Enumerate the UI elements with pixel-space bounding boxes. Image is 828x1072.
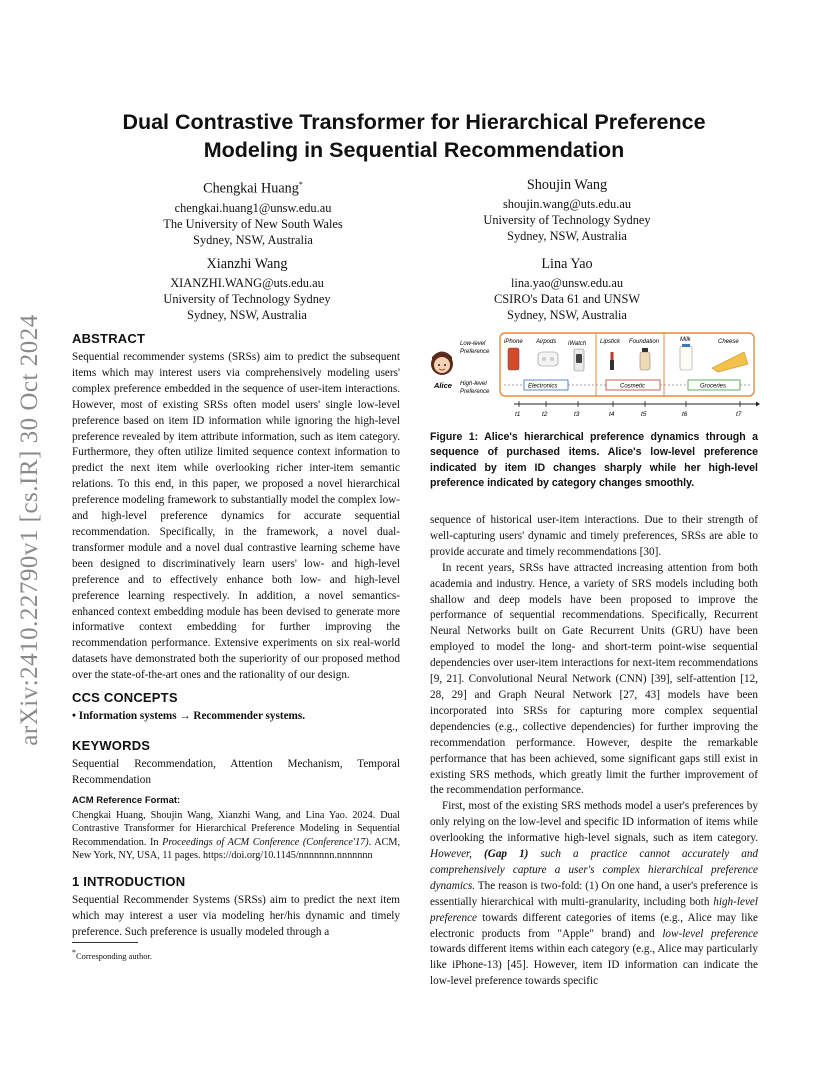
timeline-arrow: [756, 402, 760, 407]
author-name: Chengkai Huang: [203, 180, 299, 197]
cheese-icon: [712, 352, 748, 372]
author-affiliation: University of Technology Sydney: [163, 292, 331, 306]
keywords-text: Sequential Recommendation, Attention Mechanism, Temporal Recommendation: [72, 758, 400, 786]
footnote: [72, 948, 402, 961]
author-name: Shoujin Wang: [526, 177, 608, 193]
acm-reference-authors: Chengkai Huang, Shoujin Wang, Xianzhi Wang, and Lina Yao. 2024. Dual Contrastive Transformer for Hierarchical Preference Modeling in Sequential Recommendation. In: [72, 809, 400, 848]
acm-reference-text: [72, 809, 400, 863]
author-affiliation: University of Technology Sydney: [483, 213, 651, 227]
figure-1-caption: Figure 1: Alice's hierarchical preference dynamics through a sequence of purchased items. Alice's low-level preference indicated by item ID changes sharply while her high-level preference indicated by category changes smoothly.: [430, 431, 758, 490]
author-location: Sydney, NSW, Australia: [507, 229, 627, 243]
category-label-cosmetic: Cosmetic: [620, 383, 646, 390]
low-level-label-1: Low-level: [460, 341, 486, 347]
intro-p3-middle: The reason is two-fold: (1) On one hand, a user's preference is essentially hierarchical with multi-granularity, including both: [430, 879, 758, 908]
user-label: Alice: [434, 381, 452, 390]
author-location: Sydney, NSW, Australia: [193, 232, 313, 247]
item-label-iphone: iPhone: [504, 339, 523, 345]
intro-heading: 1 INTRODUCTION: [72, 874, 186, 889]
acm-reference-heading: ACM Reference Format:: [72, 795, 181, 806]
timestep-label: t4: [609, 411, 615, 418]
intro-left-text: Sequential Recommender Systems (SRSs) aim to predict the next item which may interest a user via modeling her/his dynamic and timely preference. Such preference is usually modeled through a: [72, 894, 400, 938]
intro-p3-start: First, most of the existing SRS methods model a user's preferences by only relying on the low-level and specific ID information of items while overlooking the informative high-level signals, such as item category.: [430, 800, 758, 845]
category-label-electronics: Electronics: [528, 383, 558, 390]
abstract-text: Sequential recommender systems (SRSs) aim to predict the subsequent items which may interest users via comprehensively modeling users' complex preference embedded in the sequence of user-item interactions. However, most of existing SRSs often model users' single low-level preference based on item ID information while ignoring the high-level preference revealed by item attribute information, such as item category. Furthermore, they often utilize limited sequence context information to predict the next item while overlooking richer inter-item semantic relations. To this end, in this paper, we proposed a novel hierarchical preference modeling framework to substantially model the complex low- and high-level preference dynamics for accurate sequential recommendation. Specifically, in the framework, a novel dual-transformer module and a novel dual contrastive learning scheme have been designed to discriminatively learn users' low- and high-level preference and to effectively enhance both low- and high-level preference learning respectively. In addition, a novel semantics-enhanced context embedding module has been devised to generate more informative context embedding for further improving the recommendation performance. Extensive experiments on six real-world datasets have demonstrated both the superiority of our proposed method over the state-of-the-art ones and the rationality of our design.: [72, 351, 400, 682]
arxiv-identifier-text: arXiv:2410.22790v1 [cs.IR] 30 Oct 2024: [16, 314, 43, 746]
intro-left-body: [72, 893, 400, 941]
item-label-foundation: Foundation: [629, 339, 660, 345]
high-level-label-1: High-level: [460, 381, 487, 387]
figure-1-illustration: [426, 330, 760, 422]
timestep-label: t2: [542, 411, 548, 418]
acm-reference-doi[interactable]: . ACM, New York, NY, USA, 11 pages. https://doi.org/10.1145/nnnnnnn.nnnnnnn: [72, 836, 400, 862]
high-level-label-2: Preference: [460, 389, 490, 395]
milk-icon: [680, 344, 692, 370]
intro-right-body: [430, 513, 758, 990]
author-email[interactable]: lina.yao@unsw.edu.au: [510, 276, 624, 290]
acm-reference-venue: Proceedings of ACM Conference (Conference'17): [162, 836, 369, 848]
lipstick-icon: [610, 352, 614, 370]
airpods-icon: [538, 352, 558, 366]
ccs-heading: CCS CONCEPTS: [72, 690, 178, 705]
timestep-label: t7: [736, 411, 742, 418]
intro-paragraph-1: sequence of historical user-item interactions. Due to their strength of well-capturing users' dynamic and timely preferences, SRSs are able to provide accurate and timely recommendations [30].: [430, 514, 758, 558]
author-block-2: [437, 176, 697, 244]
footnote-rule: [72, 942, 138, 943]
iwatch-icon: [574, 349, 584, 371]
timestep-label: t3: [574, 411, 580, 418]
keywords-heading: KEYWORDS: [72, 738, 151, 753]
iphone-icon: [508, 348, 519, 370]
intro-p3-however: However,: [430, 848, 485, 861]
item-label-cheese: Cheese: [718, 339, 739, 345]
author-location: Sydney, NSW, Australia: [187, 308, 307, 322]
author-location: Sydney, NSW, Australia: [507, 308, 627, 322]
intro-p3-end: towards different items within each category (e.g., Alice may particularly like iPhone-13) [45]. However, item ID information can indicate the low-level preference towards specific: [430, 943, 758, 988]
ccs-text: • Information systems → Recommender systems.: [72, 710, 306, 722]
author-name: Xianzhi Wang: [206, 256, 288, 272]
figure-1: [426, 330, 760, 422]
timestep-label: t1: [515, 411, 521, 418]
item-label-lipstick: Lipstick: [600, 339, 621, 345]
author-email[interactable]: chengkai.huang1@unsw.edu.au: [174, 200, 332, 215]
author-affiliation: The University of New South Wales: [163, 216, 343, 231]
paper-title: [80, 108, 748, 164]
keywords-body: [72, 757, 400, 789]
acm-reference: [72, 794, 400, 863]
title-line-2: Modeling in Sequential Recommendation: [203, 138, 625, 162]
item-label-milk: Milk: [680, 337, 691, 343]
author-email[interactable]: shoujin.wang@uts.edu.au: [502, 197, 632, 211]
intro-p3-high-level: high-level preference: [430, 895, 758, 924]
intro-p3-gap-label: (Gap 1): [484, 848, 529, 861]
author-block-4: [437, 255, 697, 323]
footnote-mark: *: [72, 948, 76, 957]
low-level-label-2: Preference: [460, 349, 490, 355]
intro-paragraph-3: [430, 799, 758, 990]
abstract-body: [72, 350, 400, 684]
author-affiliation: CSIRO's Data 61 and UNSW: [493, 292, 641, 306]
author-block-1: [123, 176, 383, 248]
author-email[interactable]: XIANZHI.WANG@uts.edu.au: [170, 276, 324, 290]
abstract-heading: ABSTRACT: [72, 331, 146, 346]
corresponding-mark: *: [298, 180, 303, 189]
footnote-text: Corresponding author.: [76, 950, 153, 961]
intro-p3-low-level: low-level preference: [662, 927, 758, 940]
author-block-3: [117, 255, 377, 323]
foundation-icon: [640, 348, 650, 370]
category-label-groceries: Groceries: [700, 383, 727, 390]
intro-p3-gap-text: such a practice cannot accurately and comprehensively capture a user's complex hierarchical preference dynamics.: [430, 848, 759, 892]
ccs-concepts: [72, 710, 305, 722]
author-name: Lina Yao: [541, 256, 593, 272]
intro-p3-example: towards different categories of items (e.g., Alice may like electronic products from "Apple" brand) and: [430, 911, 758, 940]
item-label-airpods: Airpods: [536, 339, 557, 345]
intro-paragraph-2: In recent years, SRSs have attracted increasing attention from both academia and industry. Hence, a variety of SRS models including both shallow and deep models have been proposed to improve the performance of sequential recommendations. Specifically, Recurrent Neural Networks built on Gate Recurrent Units (GRU) have been employed to model the long- and short-term point-wise sequential dependencies over user-item interactions for next-item recommendations [9, 21]. Convolutional Neural Network (CNN) [39], self-attention [12, 28, 29] and Graph Neural Network [27, 43] models have been incorporated into SRSs for capturing more complex sequential dependencies (e.g., collective dependencies) for further improving the recommendation performance. However, despite the remarkable performance that has been achieved, some significant gaps still exist in existing SRS methods, which greatly limit the further improvement of the recommendation performance.: [430, 561, 758, 797]
timestep-label: t5: [641, 411, 647, 418]
item-label-iwatch: iWatch: [568, 341, 587, 347]
title-line-1: Dual Contrastive Transformer for Hierarchical Preference: [122, 110, 706, 134]
arxiv-identifier: [6, 300, 54, 760]
alice-avatar-icon: [431, 352, 453, 376]
timestep-label: t6: [682, 411, 688, 418]
